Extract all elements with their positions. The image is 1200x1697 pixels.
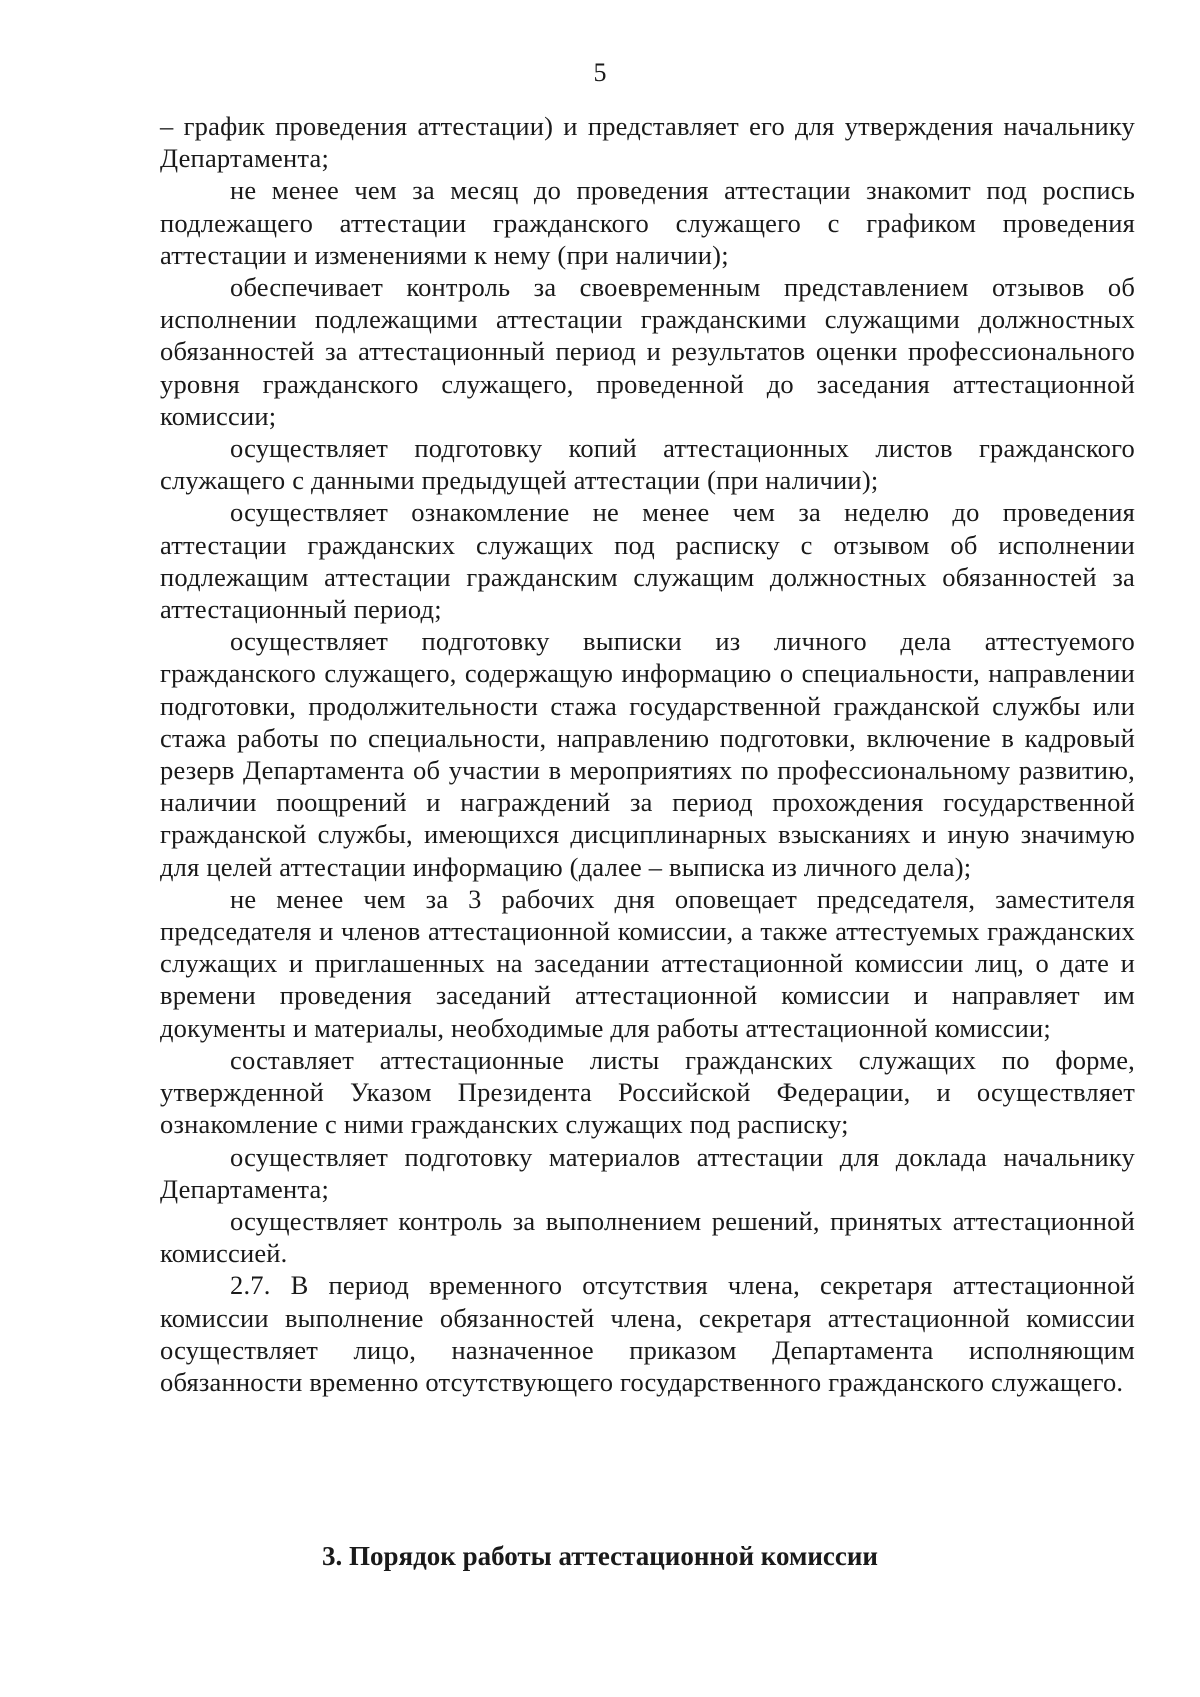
paragraph-clause-2-7: 2.7. В период временного отсутствия члена, секретаря аттестационной комиссии выполнение обязанностей члена, секретаря аттестационной комиссии осуществляет лицо, назначенное приказом Департамента исполняющим обязанности временно отсутствующего государственного гражданского служащего. <box>160 1270 1135 1397</box>
page-number: 5 <box>593 58 607 87</box>
paragraph-prepare-materials: осуществляет подготовку материалов аттестации для доклада начальнику Департамента; <box>160 1141 1135 1204</box>
section-heading: 3. Порядок работы аттестационной комиссии <box>322 1541 878 1571</box>
paragraph-control-decisions: осуществляет контроль за выполнением решений, принятых аттестационной комиссией. <box>160 1205 1135 1269</box>
paragraph-familiarize-review: осуществляет ознакомление не менее чем за неделю до проведения аттестации гражданских служащих под расписку с отзывом об исполнении подлежащим аттестации гражданским служащим должностных обязанностей за аттестационный период; <box>160 497 1135 625</box>
paragraph-notify-commission: не менее чем за 3 рабочих дня оповещает председателя, заместителя председателя и членов аттестационной комиссии, а также аттестуемых гражданских служащих и приглашенных на заседании аттестационной комиссии лиц, о дате и времени проведения заседаний аттестационной комиссии и направляет им документы и материалы, необходимые для работы аттестационной комиссии; <box>160 883 1135 1043</box>
paragraph-copies-sheets: осуществляет подготовку копий аттестационных листов гражданского служащего с данными предыдущей аттестации (при наличии); <box>160 433 1135 496</box>
paragraph-familiarize-schedule: не менее чем за месяц до проведения аттестации знакомит под роспись подлежащего аттестации гражданского служащего с графиком проведения аттестации и изменениями к нему (при наличии); <box>160 175 1135 270</box>
paragraph-control-reviews: обеспечивает контроль за своевременным представлением отзывов об исполнении подлежащими аттестации гражданскими служащими должностных обязанностей за аттестационный период и результатов оценки профессионального уровня гражданского служащего, проведенной до заседания аттестационной комиссии; <box>160 272 1135 431</box>
paragraph-continuation: – график проведения аттестации) и представляет его для утверждения начальнику Департамента; <box>160 111 1135 174</box>
document-body <box>160 110 1135 1398</box>
paragraph-personal-file-extract: осуществляет подготовку выписки из личного дела аттестуемого гражданского служащего, содержащую информацию о специальности, направлении подготовки, продолжительности стажа государственной гражданской службы или стажа работы по специальности, направлению подготовки, включение в кадровый резерв Департамента об участии в мероприятиях по профессиональному развитию, наличии поощрений и награждений за период прохождения государственной гражданской службы, имеющихся дисциплинарных взысканиях и иную значимую для целей аттестации информацию (далее – выписка из личного дела); <box>160 626 1135 882</box>
paragraph-attestation-sheets: составляет аттестационные листы гражданских служащих по форме, утвержденной Указом Президента Российской Федерации, и осуществляет ознакомление с ними гражданских служащих под расписку; <box>160 1044 1135 1140</box>
